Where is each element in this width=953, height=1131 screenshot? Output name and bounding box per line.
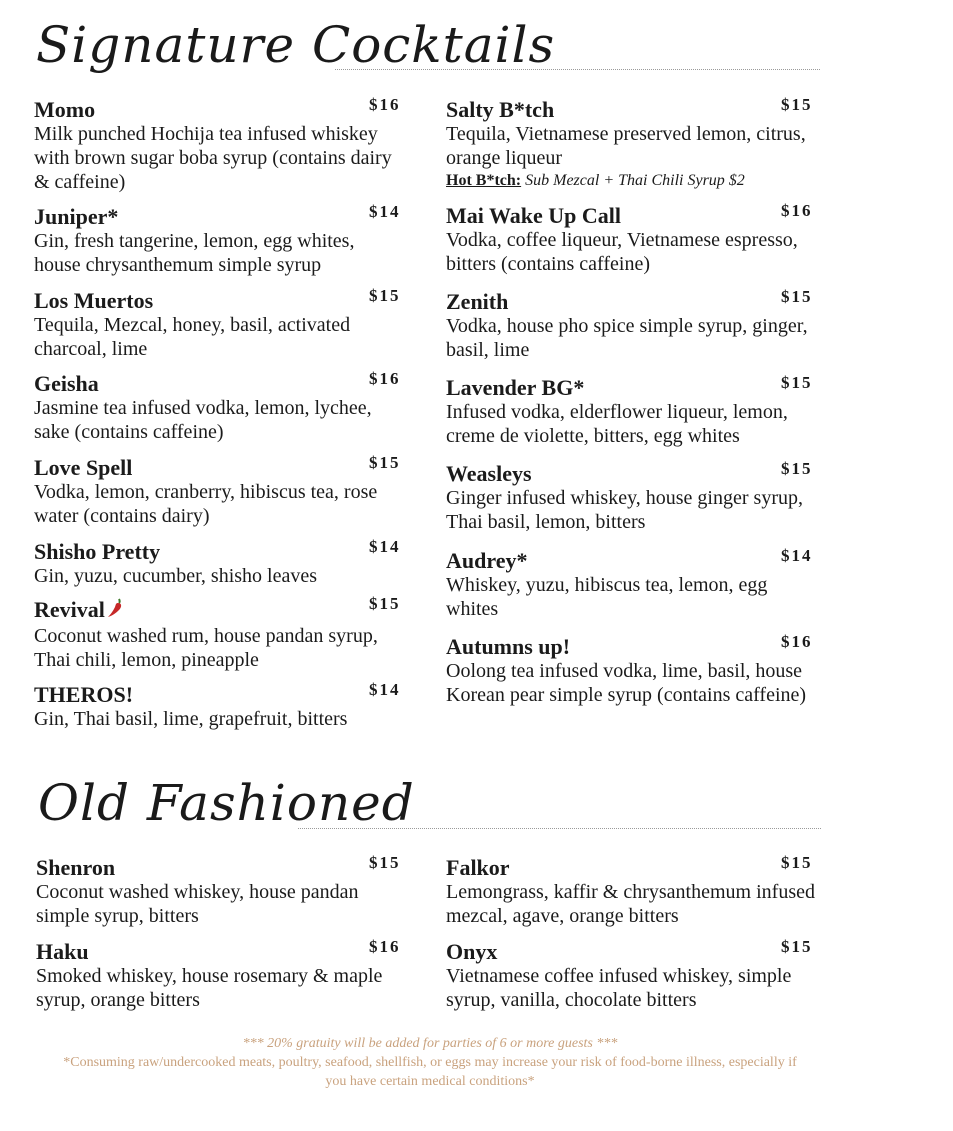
- variation-text: Sub Mezcal + Thai Chili Syrup $2: [521, 172, 745, 189]
- item-price: $14: [369, 537, 401, 556]
- item-name: Love Spell: [34, 455, 133, 480]
- food-safety-disclaimer: *Consuming raw/undercooked meats, poultry, seafood, shellfish, or eggs may increase your risk of food-borne illness, especially if you have certain medical conditions*: [63, 1055, 797, 1089]
- item-description: Vodka, lemon, cranberry, hibiscus tea, rose water (contains dairy): [34, 481, 378, 527]
- menu-item: [446, 287, 818, 362]
- item-price: $15: [369, 853, 401, 872]
- item-price: $15: [781, 95, 813, 114]
- item-name: Autumns up!: [446, 634, 571, 659]
- item-price: $14: [369, 202, 401, 221]
- menu-item: [36, 853, 408, 928]
- menu-item: [36, 937, 408, 1012]
- item-description: Coconut washed whiskey, house pandan simple syrup, bitters: [36, 881, 359, 927]
- item-price: $15: [781, 937, 813, 956]
- menu-item: [446, 937, 818, 1012]
- item-description: Whiskey, yuzu, hibiscus tea, lemon, egg whites: [446, 574, 768, 620]
- item-description: Coconut washed rum, house pandan syrup, Thai chili, lemon, pineapple: [34, 625, 378, 671]
- item-name: Shisho Pretty: [34, 539, 161, 564]
- gratuity-note: *** 20% gratuity will be added for parties of 6 or more guests ***: [242, 1036, 618, 1051]
- item-name: Salty B*tch: [446, 97, 555, 122]
- menu-item: [34, 453, 406, 528]
- item-variation: [446, 170, 818, 192]
- section-divider: [335, 69, 820, 70]
- footer-notes: [60, 1034, 800, 1091]
- item-name: Haku: [36, 939, 89, 964]
- menu-item: [34, 369, 406, 444]
- item-price: $15: [781, 853, 813, 872]
- menu-item: [34, 680, 406, 731]
- item-description: Lemongrass, kaffir & chrysanthemum infused mezcal, agave, orange bitters: [446, 881, 815, 927]
- item-description: Gin, yuzu, cucumber, shisho leaves: [34, 565, 318, 587]
- menu-item: [446, 853, 818, 928]
- item-description: Ginger infused whiskey, house ginger syrup, Thai basil, lemon, bitters: [446, 487, 803, 533]
- menu-item: [34, 594, 406, 672]
- item-price: $16: [369, 937, 401, 956]
- item-name: Audrey*: [446, 548, 528, 573]
- menu-item: [34, 537, 406, 588]
- item-name: Los Muertos: [34, 288, 154, 313]
- item-price: $15: [781, 459, 813, 478]
- menu-item: [446, 201, 818, 276]
- item-name: Momo: [34, 97, 96, 122]
- item-name: THEROS!: [34, 682, 134, 707]
- item-price: $16: [781, 201, 813, 220]
- item-description: Tequila, Vietnamese preserved lemon, citrus, orange liqueur: [446, 123, 806, 169]
- item-name: Juniper*: [34, 204, 119, 229]
- item-description: Tequila, Mezcal, honey, basil, activated charcoal, lime: [34, 314, 351, 360]
- menu-item: [34, 286, 406, 361]
- menu-item: [446, 95, 818, 192]
- item-price: $15: [781, 373, 813, 392]
- item-price: $14: [369, 680, 401, 699]
- item-price: $15: [781, 287, 813, 306]
- item-price: $16: [369, 369, 401, 388]
- menu-item: [34, 202, 406, 277]
- item-description: Jasmine tea infused vodka, lemon, lychee, sake (contains caffeine): [34, 397, 372, 443]
- item-description: Vodka, coffee liqueur, Vietnamese espresso, bitters (contains caffeine): [446, 229, 798, 275]
- item-name: Geisha: [34, 371, 99, 396]
- item-name: Zenith: [446, 289, 509, 314]
- item-name: Lavender BG*: [446, 375, 585, 400]
- menu-item: [446, 459, 818, 534]
- chili-pepper-icon: [107, 597, 125, 624]
- item-description: Smoked whiskey, house rosemary & maple syrup, orange bitters: [36, 965, 383, 1011]
- item-description: Infused vodka, elderflower liqueur, lemon, creme de violette, bitters, egg whites: [446, 401, 788, 447]
- item-name: Falkor: [446, 855, 510, 880]
- item-description: Oolong tea infused vodka, lime, basil, house Korean pear simple syrup (contains caffeine): [446, 660, 807, 706]
- item-name-row: [34, 597, 406, 624]
- menu-item: [34, 95, 406, 194]
- section-title-signature-cocktails: Signature Cocktails: [36, 16, 556, 74]
- item-price: $16: [369, 95, 401, 114]
- item-name: Weasleys: [446, 461, 532, 486]
- item-description: Vodka, house pho spice simple syrup, ginger, basil, lime: [446, 315, 808, 361]
- menu-item: [446, 632, 818, 707]
- item-name: Shenron: [36, 855, 116, 880]
- item-description: Milk punched Hochija tea infused whiskey with brown sugar boba syrup (contains dairy & caffeine): [34, 123, 392, 193]
- item-price: $16: [781, 632, 813, 651]
- item-price: $15: [369, 453, 401, 472]
- section-divider: [298, 828, 821, 829]
- section-title-old-fashioned: Old Fashioned: [38, 774, 415, 832]
- item-price: $15: [369, 286, 401, 305]
- item-name: Mai Wake Up Call: [446, 203, 622, 228]
- item-description: Gin, fresh tangerine, lemon, egg whites, house chrysanthemum simple syrup: [34, 230, 355, 276]
- menu-item: [446, 546, 818, 621]
- item-description: Vietnamese coffee infused whiskey, simple syrup, vanilla, chocolate bitters: [446, 965, 792, 1011]
- menu-item: [446, 373, 818, 448]
- item-price: $15: [369, 594, 401, 613]
- item-name: Onyx: [446, 939, 498, 964]
- item-price: $14: [781, 546, 813, 565]
- item-description: Gin, Thai basil, lime, grapefruit, bitters: [34, 708, 348, 730]
- variation-label: Hot B*tch:: [446, 172, 522, 189]
- item-name: Revival: [34, 597, 105, 622]
